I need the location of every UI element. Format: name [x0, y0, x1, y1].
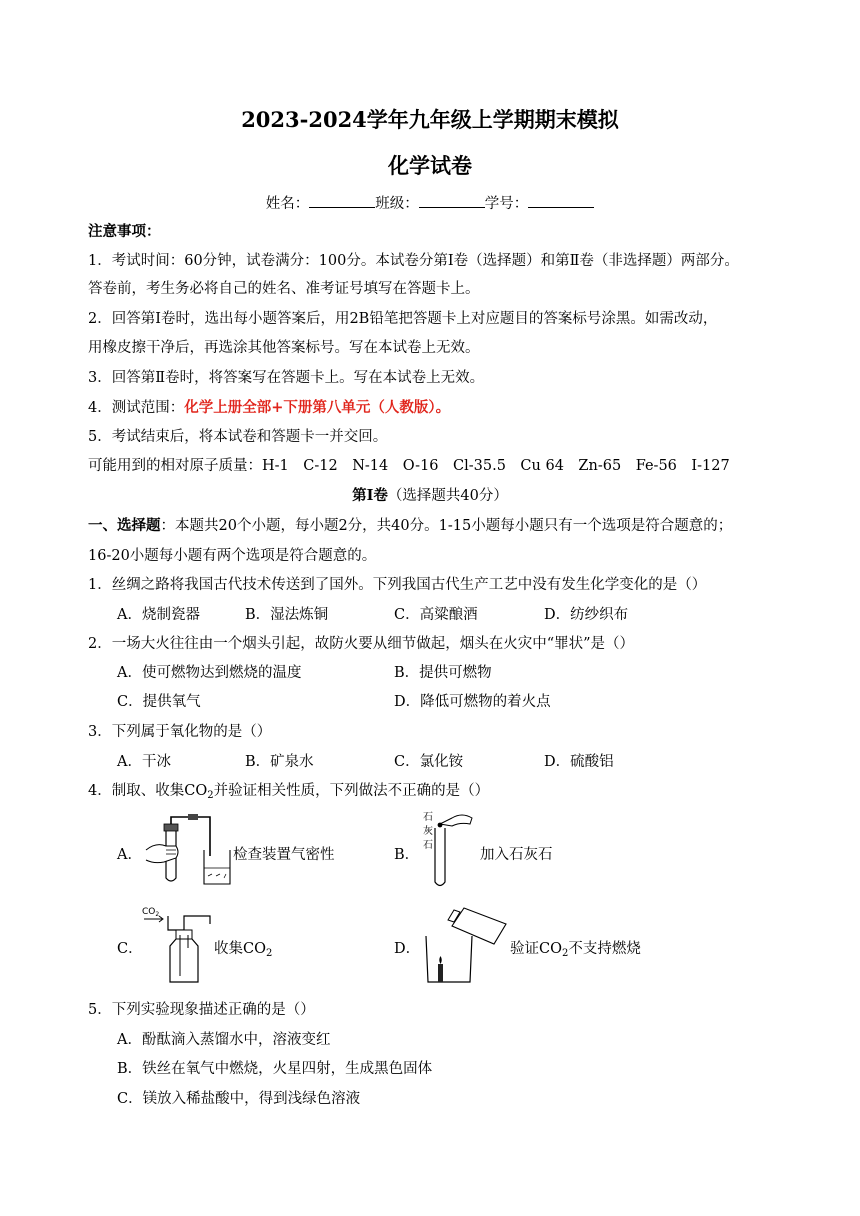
part1-desc-b: 16-20小题每小题有两个选项是符合题意的。: [88, 548, 377, 564]
notice-item-2b: 用橡皮擦干净后，再选涂其他答案标号。写在本试卷上无效。: [88, 340, 480, 356]
q4-option-d-subscript: 2: [561, 948, 569, 959]
q4-option-c-text: [214, 937, 272, 959]
q4-option-d-text-a: 验证CO: [510, 941, 562, 957]
q2-stem: 2．一场大火往往由一个烟头引起，故防火要从细节做起，烟头在火灾中“罪状”是（）: [88, 636, 635, 652]
q4-option-d-text-b: 不支持燃烧: [568, 941, 641, 957]
exam-title: 2023-2024学年九年级上学期期末模拟: [241, 107, 619, 132]
q4-stem: [88, 779, 489, 801]
q5-option-a: A．酚酞滴入蒸馏水中，溶液变红: [117, 1032, 331, 1048]
q3-option-d: D．硫酸铝: [544, 754, 614, 770]
section-header: [0, 484, 860, 505]
q4-option-b-label: B．: [394, 847, 420, 863]
q2-option-b: B．提供可燃物: [394, 665, 492, 681]
section-note: （选择题共40分）: [387, 488, 508, 504]
student-info-line: [0, 192, 860, 213]
section-title: 第I卷: [352, 487, 388, 504]
q4-stem-part-a: 4．制取、收集CO: [88, 783, 208, 799]
q4-option-c-subscript: 2: [265, 948, 273, 959]
part1-desc-a: [88, 514, 732, 535]
part1-desc-text: ：本题共20个小题，每小题2分，共40分。1-15小题每小题只有一个选项是符合题意的；: [160, 518, 733, 534]
q1-option-a: A．烧制瓷器: [117, 607, 200, 623]
limestone-label-3: 石: [423, 840, 433, 851]
notice-item-2a: 2．回答第Ⅰ卷时，选出每小题答案后，用2B铅笔把答题卡上对应题目的答案标号涂黑。如需改动，: [88, 311, 718, 327]
q1-option-d: D．纺纱织布: [544, 607, 629, 623]
q5-option-c: C．镁放入稀盐酸中，得到浅绿色溶液: [117, 1091, 361, 1107]
q3-option-a: A．干冰: [117, 754, 171, 770]
atomic-masses: 可能用到的相对原子质量：H-1 C-12 N-14 O-16 Cl-35.5 Cu 64 Zn-65 Fe-56 I-127: [88, 458, 730, 474]
q5-stem: 5．下列实验现象描述正确的是（）: [88, 1002, 315, 1018]
name-blank: [309, 195, 375, 208]
q2-option-d: D．降低可燃物的着火点: [394, 694, 551, 710]
q3-stem: 3．下列属于氧化物的是（）: [88, 724, 272, 740]
q5-option-b: B．铁丝在氧气中燃烧，火星四射，生成黑色固体: [117, 1061, 433, 1077]
q3-option-b: B．矿泉水: [245, 754, 314, 770]
q1-option-b: B．湿法炼铜: [245, 607, 329, 623]
q4-option-c-label: C．: [117, 941, 143, 957]
q4-stem-subscript: 2: [207, 790, 214, 801]
notice-item-1b: 答卷前，考生务必将自己的姓名、准考证号填写在答题卡上。: [88, 281, 480, 297]
notice-item-5: 5．考试结束后，将本试卷和答题卡一并交回。: [88, 429, 388, 445]
name-label: 姓名：: [265, 196, 310, 212]
collect-co2-figure: [140, 902, 214, 986]
airtightness-check-figure: [140, 812, 232, 888]
class-label: 班级：: [375, 196, 419, 212]
exam-subtitle: 化学试卷: [388, 153, 472, 178]
notice-heading: 注意事项：: [88, 223, 161, 240]
q1-option-c: C．高粱酿酒: [394, 607, 478, 623]
q1-stem: 1．丝绸之路将我国古代技术传送到了国外。下列我国古代生产工艺中没有发生化学变化的是（）: [88, 577, 707, 593]
q4-option-c-text-main: 收集CO: [214, 941, 266, 957]
range-label: 4．测试范围：: [88, 400, 185, 416]
q4-option-d-text: [510, 937, 641, 959]
co2-combustion-figure: [420, 904, 508, 986]
co2-inlet-label: $CO_2$: [142, 907, 160, 918]
range-value: 化学上册全部+下册第八单元（人教版）。: [184, 399, 451, 416]
part1-heading: 一、选择题: [88, 517, 161, 534]
q4-option-a-text: 检查装置气密性: [233, 847, 335, 863]
q4-option-d-label: D．: [394, 941, 421, 957]
q2-option-c: C．提供氧气: [117, 694, 201, 710]
q2-option-a: A．使可燃物达到燃烧的温度: [117, 665, 302, 681]
q4-option-a-label: A．: [117, 847, 142, 863]
id-blank: [528, 195, 594, 208]
q3-option-c: C．氯化铵: [394, 754, 464, 770]
q4-stem-part-b: 并验证相关性质，下列做法不正确的是（）: [213, 783, 490, 799]
id-label: 学号：: [484, 196, 529, 212]
add-limestone-figure: [420, 808, 480, 890]
notice-item-4: [88, 396, 450, 417]
q4-option-b-text: 加入石灰石: [480, 847, 553, 863]
notice-item-1a: 1．考试时间：60分钟，试卷满分：100分。本试卷分第Ⅰ卷（选择题）和第Ⅱ卷（非选择题）两部分。: [88, 253, 739, 269]
class-blank: [419, 195, 485, 208]
limestone-label-1: 石: [423, 812, 433, 823]
notice-item-3: 3．回答第Ⅱ卷时，将答案写在答题卡上。写在本试卷上无效。: [88, 370, 485, 386]
limestone-label-2: 灰: [423, 826, 433, 837]
